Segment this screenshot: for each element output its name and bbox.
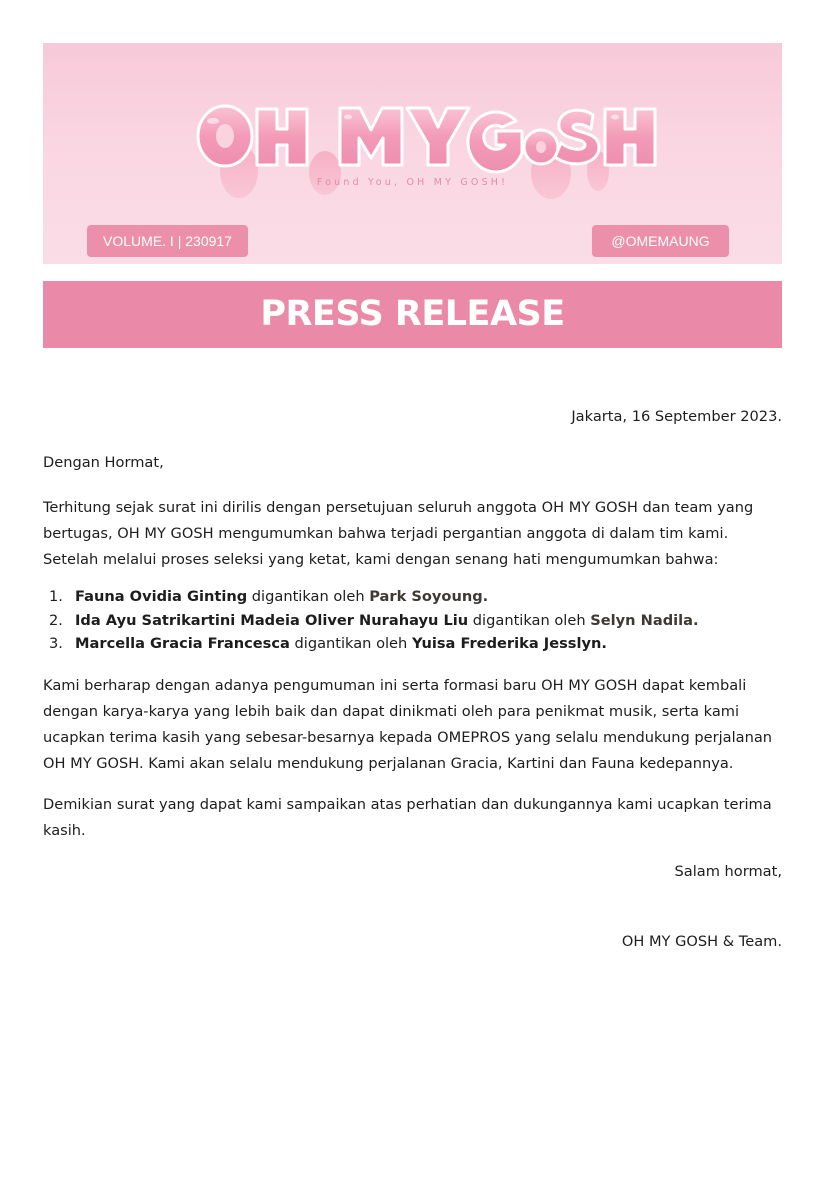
list-item [43,632,782,656]
member-change-list [43,585,782,656]
press-release-title: PRESS RELEASE [43,281,782,348]
volume-badge: VOLUME. I | 230917 [87,225,248,257]
letter-body-paragraph: Kami berharap dengan adanya pengumuman ini serta formasi baru OH MY GOSH dapat kembali dengan karya-karya yang lebih baik dan dapat dinikmati oleh para penikmat musik, serta kami ucapkan terima kasih yang sebesar-besarnya kepada OMEPROS yang selalu mendukung perjalanan OH MY GOSH. Kami akan selalu mendukung perjalanan Gracia, Kartini dan Fauna kedepannya. [43,676,773,772]
letter-closing-paragraph: Demikian surat yang dapat kami sampaikan atas perhatian dan dukungannya kami ucapkan terima kasih. [43,795,772,839]
list-number: 3. [49,635,63,652]
former-member: Ida Ayu Satrikartini Madeia Oliver Nurahayu Liu [75,611,469,629]
header-banner [43,43,782,264]
letter-regards: Salam hormat, [674,862,782,880]
list-number: 1. [49,588,63,605]
letter-greeting: Dengan Hormat, [43,454,164,471]
former-member: Marcella Gracia Francesca [75,635,290,652]
new-member: Yuisa Frederika Jesslyn. [411,635,607,652]
connector-text: digantikan oleh [468,611,591,629]
list-item [43,585,782,609]
connector-text: digantikan oleh [289,635,412,652]
tagline: Found You, OH MY GOSH! [316,177,509,188]
letter-date: Jakarta, 16 September 2023. [571,408,782,425]
new-member: Park Soyoung. [369,588,489,605]
letter-signature: OH MY GOSH & Team. [621,932,782,950]
connector-text: digantikan oleh [247,588,370,605]
former-member: Fauna Ovidia Ginting [75,588,248,605]
new-member: Selyn Nadila. [590,611,699,629]
handle-badge: @OMEMAUNG [592,225,729,257]
letter-body [43,404,782,955]
list-number: 2. [49,611,63,629]
letter-intro: Terhitung sejak surat ini dirilis dengan persetujuan seluruh anggota OH MY GOSH dan team yang bertugas, OH MY GOSH mengumumkan bahwa terjadi pergantian anggota di dalam tim kami. Setelah melalui proses seleksi yang ketat, kami dengan senang hati mengumumkan bahwa: [43,499,754,568]
list-item [43,609,782,633]
